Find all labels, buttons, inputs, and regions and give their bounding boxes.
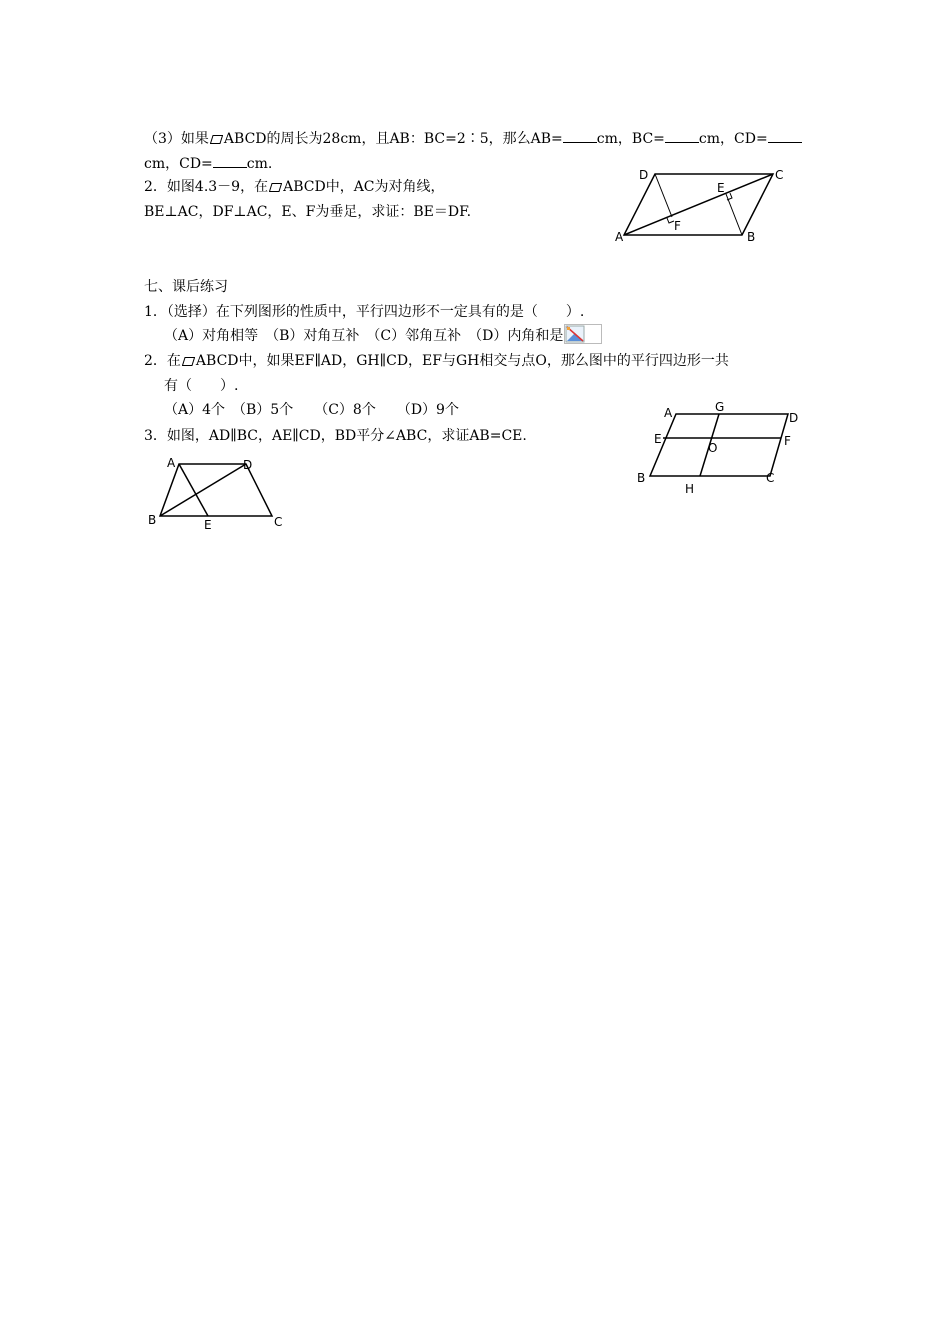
parallelogram-icon bbox=[210, 135, 223, 144]
label-f: F bbox=[784, 434, 791, 448]
label-e: E bbox=[717, 181, 725, 195]
answer-blank-ab[interactable] bbox=[563, 128, 597, 143]
label-d: D bbox=[789, 411, 799, 425]
parallelogram-icon bbox=[182, 357, 195, 366]
parallelogram-icon bbox=[269, 183, 282, 192]
exercise-2-options: （A）4个 （B）5个 （C）8个 （D）9个 bbox=[164, 402, 459, 418]
q3-line2: cm，CD= cm. bbox=[144, 153, 272, 174]
exercise-2-line2: 有（ ）. bbox=[164, 378, 239, 394]
label-d: D bbox=[639, 168, 649, 182]
label-a: A bbox=[664, 406, 673, 420]
label-o: O bbox=[708, 441, 718, 455]
parallelogram-abcd-outline bbox=[650, 414, 788, 476]
answer-blank-cd-2[interactable] bbox=[213, 153, 247, 168]
figure-parallelogram-abcd bbox=[612, 164, 812, 248]
label-e: E bbox=[654, 432, 662, 446]
exercise-3-stem: 3．如图，AD∥BC，AE∥CD，BD平分∠ABC，求证AB=CE. bbox=[144, 428, 527, 444]
label-a: A bbox=[167, 456, 176, 470]
label-f: F bbox=[674, 219, 681, 233]
label-h: H bbox=[685, 482, 695, 496]
figure-parallelogram-efgh bbox=[630, 398, 820, 498]
exercise-1-options: （A）对角相等 （B）对角互补 （C）邻角互补 （D）内角和是 bbox=[164, 324, 602, 346]
exercise-2-line1: 2．在 ABCD中，如果EF∥AD，GH∥CD，EF与GH相交与点O，那么图中的平行四边形一共 bbox=[144, 353, 729, 369]
label-e: E bbox=[204, 518, 212, 532]
label-b: B bbox=[637, 471, 646, 485]
label-g: G bbox=[715, 400, 725, 414]
diagonal-ac bbox=[624, 174, 773, 235]
exercise-1-stem: 1．（选择）在下列图形的性质中，平行四边形不一定具有的是（ ）. bbox=[144, 304, 585, 320]
figure-trapezoid-abcd bbox=[144, 452, 294, 532]
broken-image-icon bbox=[564, 324, 602, 344]
q2-line2: BE⊥AC，DF⊥AC，E、F为垂足，求证：BE＝DF. bbox=[144, 204, 472, 220]
label-d: D bbox=[243, 458, 253, 472]
segment-df bbox=[655, 174, 672, 217]
label-a: A bbox=[615, 230, 624, 244]
q2-line1: 2．如图4.3－9，在 ABCD中，AC为对角线， bbox=[144, 179, 445, 195]
label-c: C bbox=[274, 515, 283, 529]
label-b: B bbox=[747, 230, 756, 244]
answer-blank-cd[interactable] bbox=[768, 128, 802, 143]
right-angle-mark-f bbox=[667, 218, 674, 223]
segment-be bbox=[726, 194, 742, 235]
trapezoid-abcd-outline bbox=[160, 464, 272, 516]
q3-line1: （3）如果 ABCD的周长为28cm，且AB：BC=2∶5，那么AB= cm，BC= cm，CD= bbox=[144, 128, 802, 149]
answer-blank-bc[interactable] bbox=[665, 128, 699, 143]
section-title: 七、课后练习 bbox=[144, 279, 228, 295]
label-c: C bbox=[775, 168, 784, 182]
label-b: B bbox=[148, 513, 157, 527]
label-c: C bbox=[766, 471, 775, 485]
